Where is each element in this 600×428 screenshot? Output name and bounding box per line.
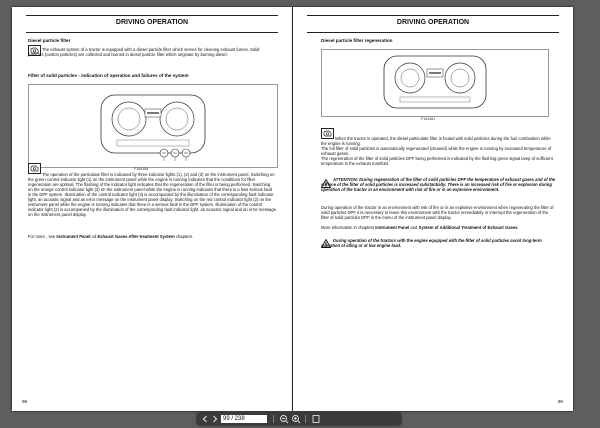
regeneration-para-3: The regeneration of the filter of solid particles DPF being performed is indicated by the flashing green signal lamp of sufficient temperature in the exhaust manifold. (321, 156, 553, 166)
page-number-input[interactable] (221, 415, 267, 423)
regeneration-para-1: When the tractor is operated, the diesel particulate filter is fouled with solid particles during the fuel combustion while the engine is running. (321, 136, 551, 146)
page-98 (12, 7, 292, 411)
ref-instrument-panel-link[interactable]: Instrument Panel (56, 234, 91, 239)
toolbar-divider (273, 415, 274, 423)
page-number: 99 (557, 399, 563, 404)
section-title-filter-indication: Filter of solid particles - indication of operation and failures of the system (28, 73, 189, 78)
ref-prefix: For more , see (28, 234, 57, 239)
regeneration-para-4: During operation of the tractor in an environment with risk of fire or in an explosive environment when regenerating the filter of solid particles DPF it is necessary to leave this environment with the tractor immediately or interrupt the regeneration of the filter of solid particles DPF in the menu of the instrument panel display. (321, 205, 554, 220)
section-title-diesel-particle-filter: Diesel particle filter (28, 38, 71, 43)
more-prefix: More information in chapters (321, 225, 376, 230)
ref-middle: nd (90, 234, 98, 239)
zoom-in-icon[interactable] (291, 414, 301, 424)
more-information (321, 225, 557, 230)
next-page-icon[interactable] (210, 414, 220, 424)
instrument-panel-figure (28, 84, 278, 168)
viewer-toolbar (197, 413, 401, 425)
page-header-title: DRIVING OPERATION (115, 19, 189, 26)
page-header (307, 15, 559, 33)
page-99 (293, 7, 573, 411)
regeneration-figure (321, 49, 549, 117)
chapter-reference (28, 234, 276, 239)
fit-page-icon[interactable] (311, 414, 321, 424)
attention-warning: ATTENTION: During regeneration of the filter of solid particles DPF the temperature of exhaust gases and of the surface of the filter of solid particles is increased substantially. There is an increased risk of fire or explosion during operation of the tractor in an environment with risk of fire or in an explosive environment. (321, 177, 556, 192)
page-header (26, 15, 278, 33)
more-instrument-panel-link[interactable]: Instrument Panel (375, 225, 410, 230)
page-number: 98 (22, 399, 28, 404)
zoom-out-icon[interactable] (279, 414, 289, 424)
regeneration-para-2: The full filter of solid particles is automatically regenerated (cleaned) while the engine is running by increased temperature of exhaust gases. (321, 146, 552, 156)
page-header-title: DRIVING OPERATION (396, 19, 470, 26)
figure-caption: F164358 (134, 167, 149, 171)
toolbar-divider (305, 415, 306, 423)
idling-warning: During operation of the tractors with the engine equipped with the filter of solid particles avoid long-term operation at idling or at low engine load. (321, 238, 542, 248)
figure-caption: F164361 (421, 117, 436, 121)
section1-body: The exhaust system of a tractor is equipped with a diesel particle filter which serves for cleaning exhaust fumes. Solid particles (carbon particles) are collected and burned in diesel particle filter which originate by burning diesel. (28, 47, 260, 57)
more-system-link[interactable]: System of Additional Treatment of Exhaust Gases (418, 225, 518, 230)
ref-exhaust-gases-link[interactable]: Exhaust Gases After-treatment System (97, 234, 175, 239)
ref-suffix: chapters. (174, 234, 194, 239)
section-title-filter-regeneration: Diesel particle filter regeneration (321, 38, 393, 43)
prev-page-icon[interactable] (200, 414, 210, 424)
more-suffix: . (517, 225, 519, 230)
indicator-lights-description: The operation of the particulate filter is indicated by three indicator lights (1), (2) and (3) on the instrument panel. Switching on the green control indicator light (1) on the instrument panel while the engine is running indicates that the conditions for filter regeneration are optimal. The flashing of the indicator light indicates that the regeneration of the filter is being performed. Switching on the orange control indicator light (2) on the instrument panel while the engine is running indicates that there is a less serious fault in the DPF system. Illumination of the control indicator light (3) is accompanied by the illumination of the corresponding fault indicator light, an acoustic signal and an error message on the instrument panel display. Switching on the red control indicator light (2) on the instrument panel while the engine is running indicates that there is a serious fault in the DPF system. Illumination of the control indicator light (2) is accompanied by the illumination of the corresponding fault indicator light, an acoustic signal and an error message on the instrument panel display. (28, 172, 276, 217)
more-middle: and (409, 225, 419, 230)
